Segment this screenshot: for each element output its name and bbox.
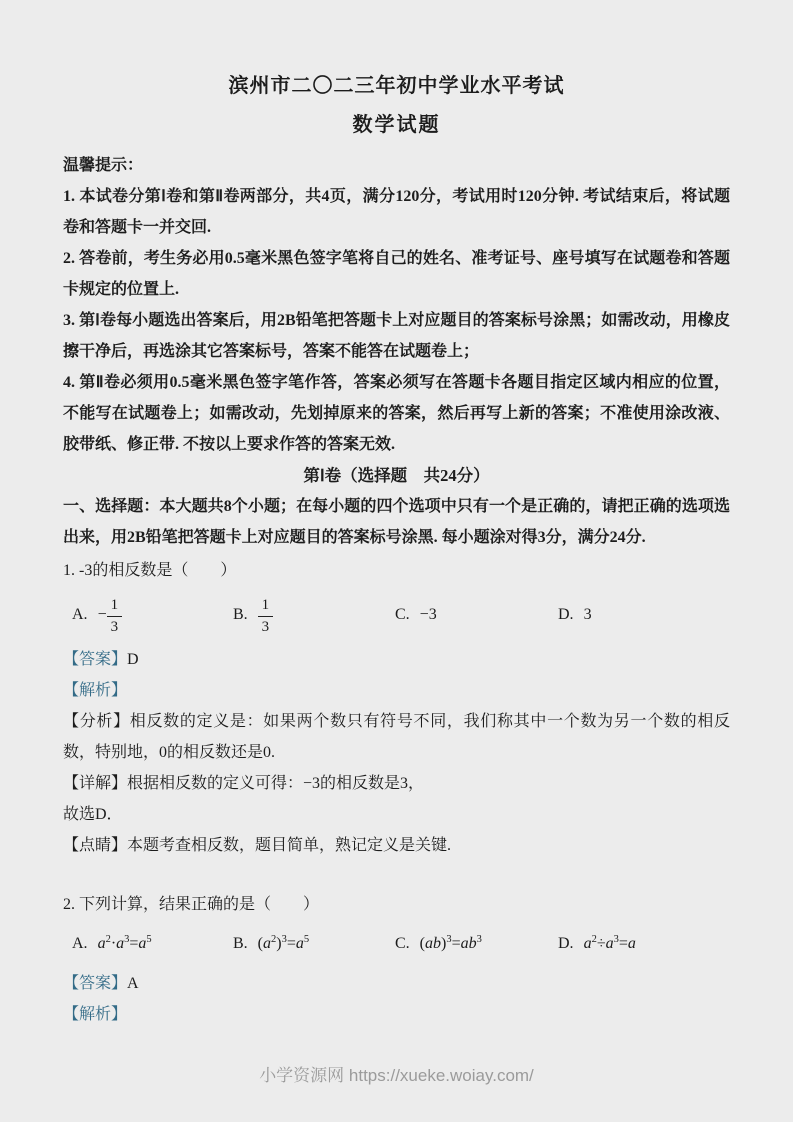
q1-analysis-label-line [63, 675, 730, 706]
q1-conclusion: 故选D． [63, 806, 123, 823]
q1-answer-line [63, 644, 730, 675]
q1-option-d-label: D. [558, 606, 574, 623]
notice-item-1: 1. 本试卷分第Ⅰ卷和第Ⅱ卷两部分，共4页，满分120分，考试用时120分钟. 考试结束后，将试题卷和答题卡一并交回. [63, 188, 730, 236]
q1-option-b-label: B. [233, 606, 248, 623]
minus-sign: − [97, 605, 107, 623]
q2-option-b-formula: $(a^2)^3=a^5$ [257, 934, 310, 952]
q2-option-d-label: D. [558, 935, 574, 952]
fraction: $\frac{1}{3}$ [258, 596, 274, 635]
q1-option-c-value: −3 [419, 606, 437, 623]
q2-answer-label: 【答案】 [63, 975, 128, 992]
q1-option-d-value: 3 [583, 606, 592, 623]
section-heading: 第Ⅰ卷（选择题 共24分） [303, 466, 490, 485]
q2-option-c-formula: $(ab)^3=ab^3$ [419, 934, 482, 952]
question-2-options [63, 925, 730, 963]
notice-item-4: 4. 第Ⅱ卷必须用0.5毫米黑色签字笔作答，答案必须写在答题卡各题目指定区域内相应的位置，不能写在试题卷上；如需改动，先划掉原来的答案，然后再写上新的答案；不准使用涂改液、胶带纸、修正带. 不按以上要求作答的答案无效. [63, 374, 730, 453]
q2-analysis-label-line [63, 999, 730, 1030]
question-1 [63, 555, 730, 861]
q1-option-b-value [258, 592, 274, 639]
page-title: 滨州市二〇二三年初中学业水平考试 [228, 75, 565, 97]
question-2 [63, 889, 730, 1030]
fraction: $\frac{1}{3}$ [107, 596, 123, 635]
q2-option-d-formula: $a^2\div a^3=a$ [583, 934, 636, 952]
section-intro: 一、选择题：本大题共8个小题；在每小题的四个选项中只有一个是正确的，请把正确的选项选出来，用2B铅笔把答题卡上对应题目的答案标号涂黑. 每小题涂对得3分，满分24分. [63, 498, 730, 546]
q2-analysis-label: 【解析】 [63, 1006, 128, 1023]
q2-option-b [233, 935, 395, 953]
q2-answer-line [63, 968, 730, 999]
q1-option-b [233, 592, 395, 639]
q1-note: 【点睛】本题考查相反数，题目简单，熟记定义是关键. [63, 837, 452, 854]
notice-heading: 温馨提示： [63, 157, 144, 174]
page-subtitle: 数学试题 [352, 114, 441, 136]
q1-option-a [72, 592, 233, 639]
q1-detail: 【详解】根据相反数的定义可得：−3的相反数是3， [63, 775, 425, 792]
q1-option-a-value [98, 592, 123, 639]
q1-option-c [395, 606, 558, 624]
notice-item-3: 3. 第Ⅰ卷每小题选出答案后，用2B铅笔把答题卡上对应题目的答案标号涂黑；如需改动，用橡皮擦干净后，再选涂其它答案标号，答案不能答在试题卷上； [63, 312, 730, 360]
q2-option-c-label: C. [395, 935, 410, 952]
q1-option-c-label: C. [395, 606, 410, 623]
q1-option-d [558, 606, 730, 624]
q2-option-a [72, 935, 233, 953]
q2-option-c [395, 935, 558, 953]
q1-answer-value: D [127, 651, 139, 668]
q2-answer-value: A [127, 975, 139, 992]
q2-option-a-label: A. [72, 935, 88, 952]
q2-option-d [558, 935, 730, 953]
q1-answer-label: 【答案】 [63, 651, 128, 668]
question-2-stem: 2. 下列计算，结果正确的是（ ） [63, 896, 320, 913]
notice-item-2: 2. 答卷前，考生务必用0.5毫米黑色签字笔将自己的姓名、准考证号、座号填写在试题卷和答题卡规定的位置上. [63, 250, 730, 298]
question-1-options [63, 591, 730, 639]
q2-option-a-formula: $a^2\cdot a^3=a^5$ [97, 934, 152, 952]
question-1-stem: 1. -3的相反数是（ ） [63, 562, 237, 579]
q1-option-a-label: A. [72, 606, 88, 623]
watermark-footer: 小学资源网 https://xueke.woiay.com/ [259, 1066, 534, 1085]
q1-analysis: 【分析】相反数的定义是：如果两个数只有符号不同，我们称其中一个数为另一个数的相反数，特别地，0的相反数还是0. [63, 713, 730, 761]
q2-option-b-label: B. [233, 935, 248, 952]
q1-analysis-label: 【解析】 [63, 682, 128, 699]
